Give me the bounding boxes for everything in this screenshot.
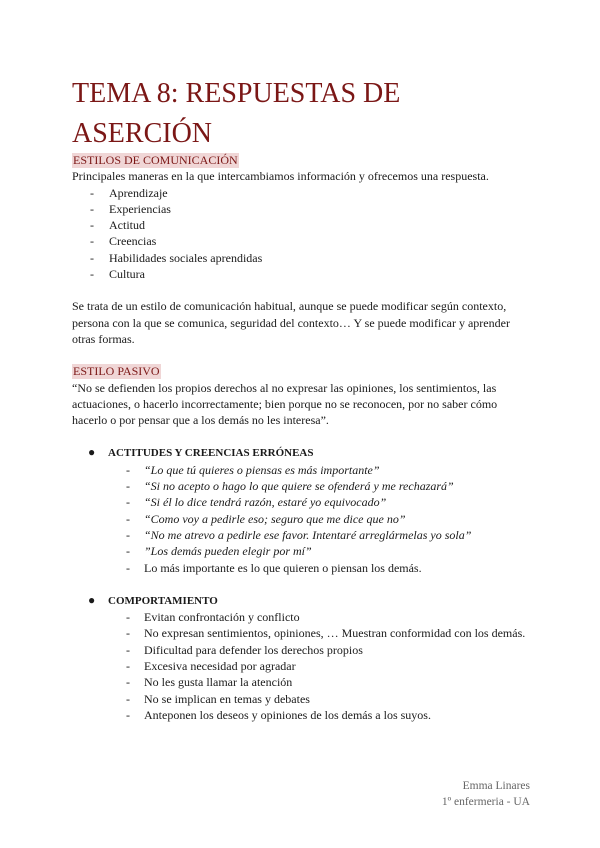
document-body <box>72 152 532 723</box>
bullet-title: ACTITUDES Y CREENCIAS ERRÓNEAS <box>108 447 314 460</box>
definition-quote: “No se defienden los propios derechos al no expresar las opiniones, los sentimientos, las actuaciones, o hacerlo incorrectamente; bien porque no se reconocen, por no saber cómo hacerlo o por pensar que a los demás no les interesa”. <box>72 380 498 428</box>
list-item: - Actitud <box>90 217 532 233</box>
list-item: - Aprendizaje <box>90 185 532 201</box>
list-item: - Anteponen los deseos y opiniones de los demás a los suyos. <box>126 707 532 723</box>
section-intro: Principales maneras en la que intercambiamos información y ofrecemos una respuesta. <box>72 169 489 184</box>
factors-list <box>72 185 532 283</box>
bullet-list <box>72 444 532 723</box>
list-item: - “Como voy a pedirle eso; seguro que me dice que no” <box>126 511 532 527</box>
list-item: - “No me atrevo a pedirle ese favor. Intentaré arreglármelas yo sola” <box>126 527 532 543</box>
list-item: - ”Los demás pueden elegir por mí” <box>126 543 532 559</box>
page-footer <box>442 778 530 810</box>
behaviour-list <box>108 609 532 723</box>
bullet-dot-icon: ● <box>88 592 96 607</box>
list-item: - Lo más importante es lo que quieren o piensan los demás. <box>126 560 532 576</box>
list-item: - Cultura <box>90 266 532 282</box>
list-item: - “Si no acepto o hago lo que quiere se ofenderá y me rechazará” <box>126 478 532 494</box>
list-item: - No expresan sentimientos, opiniones, … Muestran conformidad con los demás. <box>126 625 532 641</box>
list-item: - No se implican en temas y debates <box>126 691 532 707</box>
section-paragraph: Se trata de un estilo de comunicación habitual, aunque se puede modificar según contexto, persona con la que se comunica, seguridad del contexto… Y se puede modificar y aprender otras formas. <box>72 299 510 346</box>
list-item: - Dificultad para defender los derechos propios <box>126 642 532 658</box>
section-heading-pasivo: ESTILO PASIVO <box>73 364 160 379</box>
bullet-item-comportamiento <box>72 592 532 723</box>
footer-course: 1º enfermeria - UA <box>441 796 530 808</box>
list-item: - Experiencias <box>90 201 532 217</box>
list-item: - Habilidades sociales aprendidas <box>90 250 532 266</box>
list-item: - Creencias <box>90 233 532 249</box>
page-title: TEMA 8: RESPUESTAS DE ASERCIÓN <box>72 78 401 149</box>
list-item: - Evitan confrontación y conflicto <box>126 609 532 625</box>
bullet-title: COMPORTAMIENTO <box>108 594 218 607</box>
section-heading-estilos: ESTILOS DE COMUNICACIÓN <box>73 153 238 167</box>
list-item: - “Si él lo dice tendrá razón, estaré yo equivocado” <box>126 494 532 510</box>
list-item: - “Lo que tú quieres o piensas es más importante” <box>126 462 532 478</box>
beliefs-list <box>108 462 532 576</box>
spacer <box>72 576 532 592</box>
bullet-item-actitudes <box>72 444 532 575</box>
bullet-dot-icon: ● <box>88 445 96 460</box>
list-item: - Excesiva necesidad por agradar <box>126 658 532 674</box>
list-item: - No les gusta llamar la atención <box>126 674 532 690</box>
footer-author: Emma Linares <box>462 780 530 792</box>
